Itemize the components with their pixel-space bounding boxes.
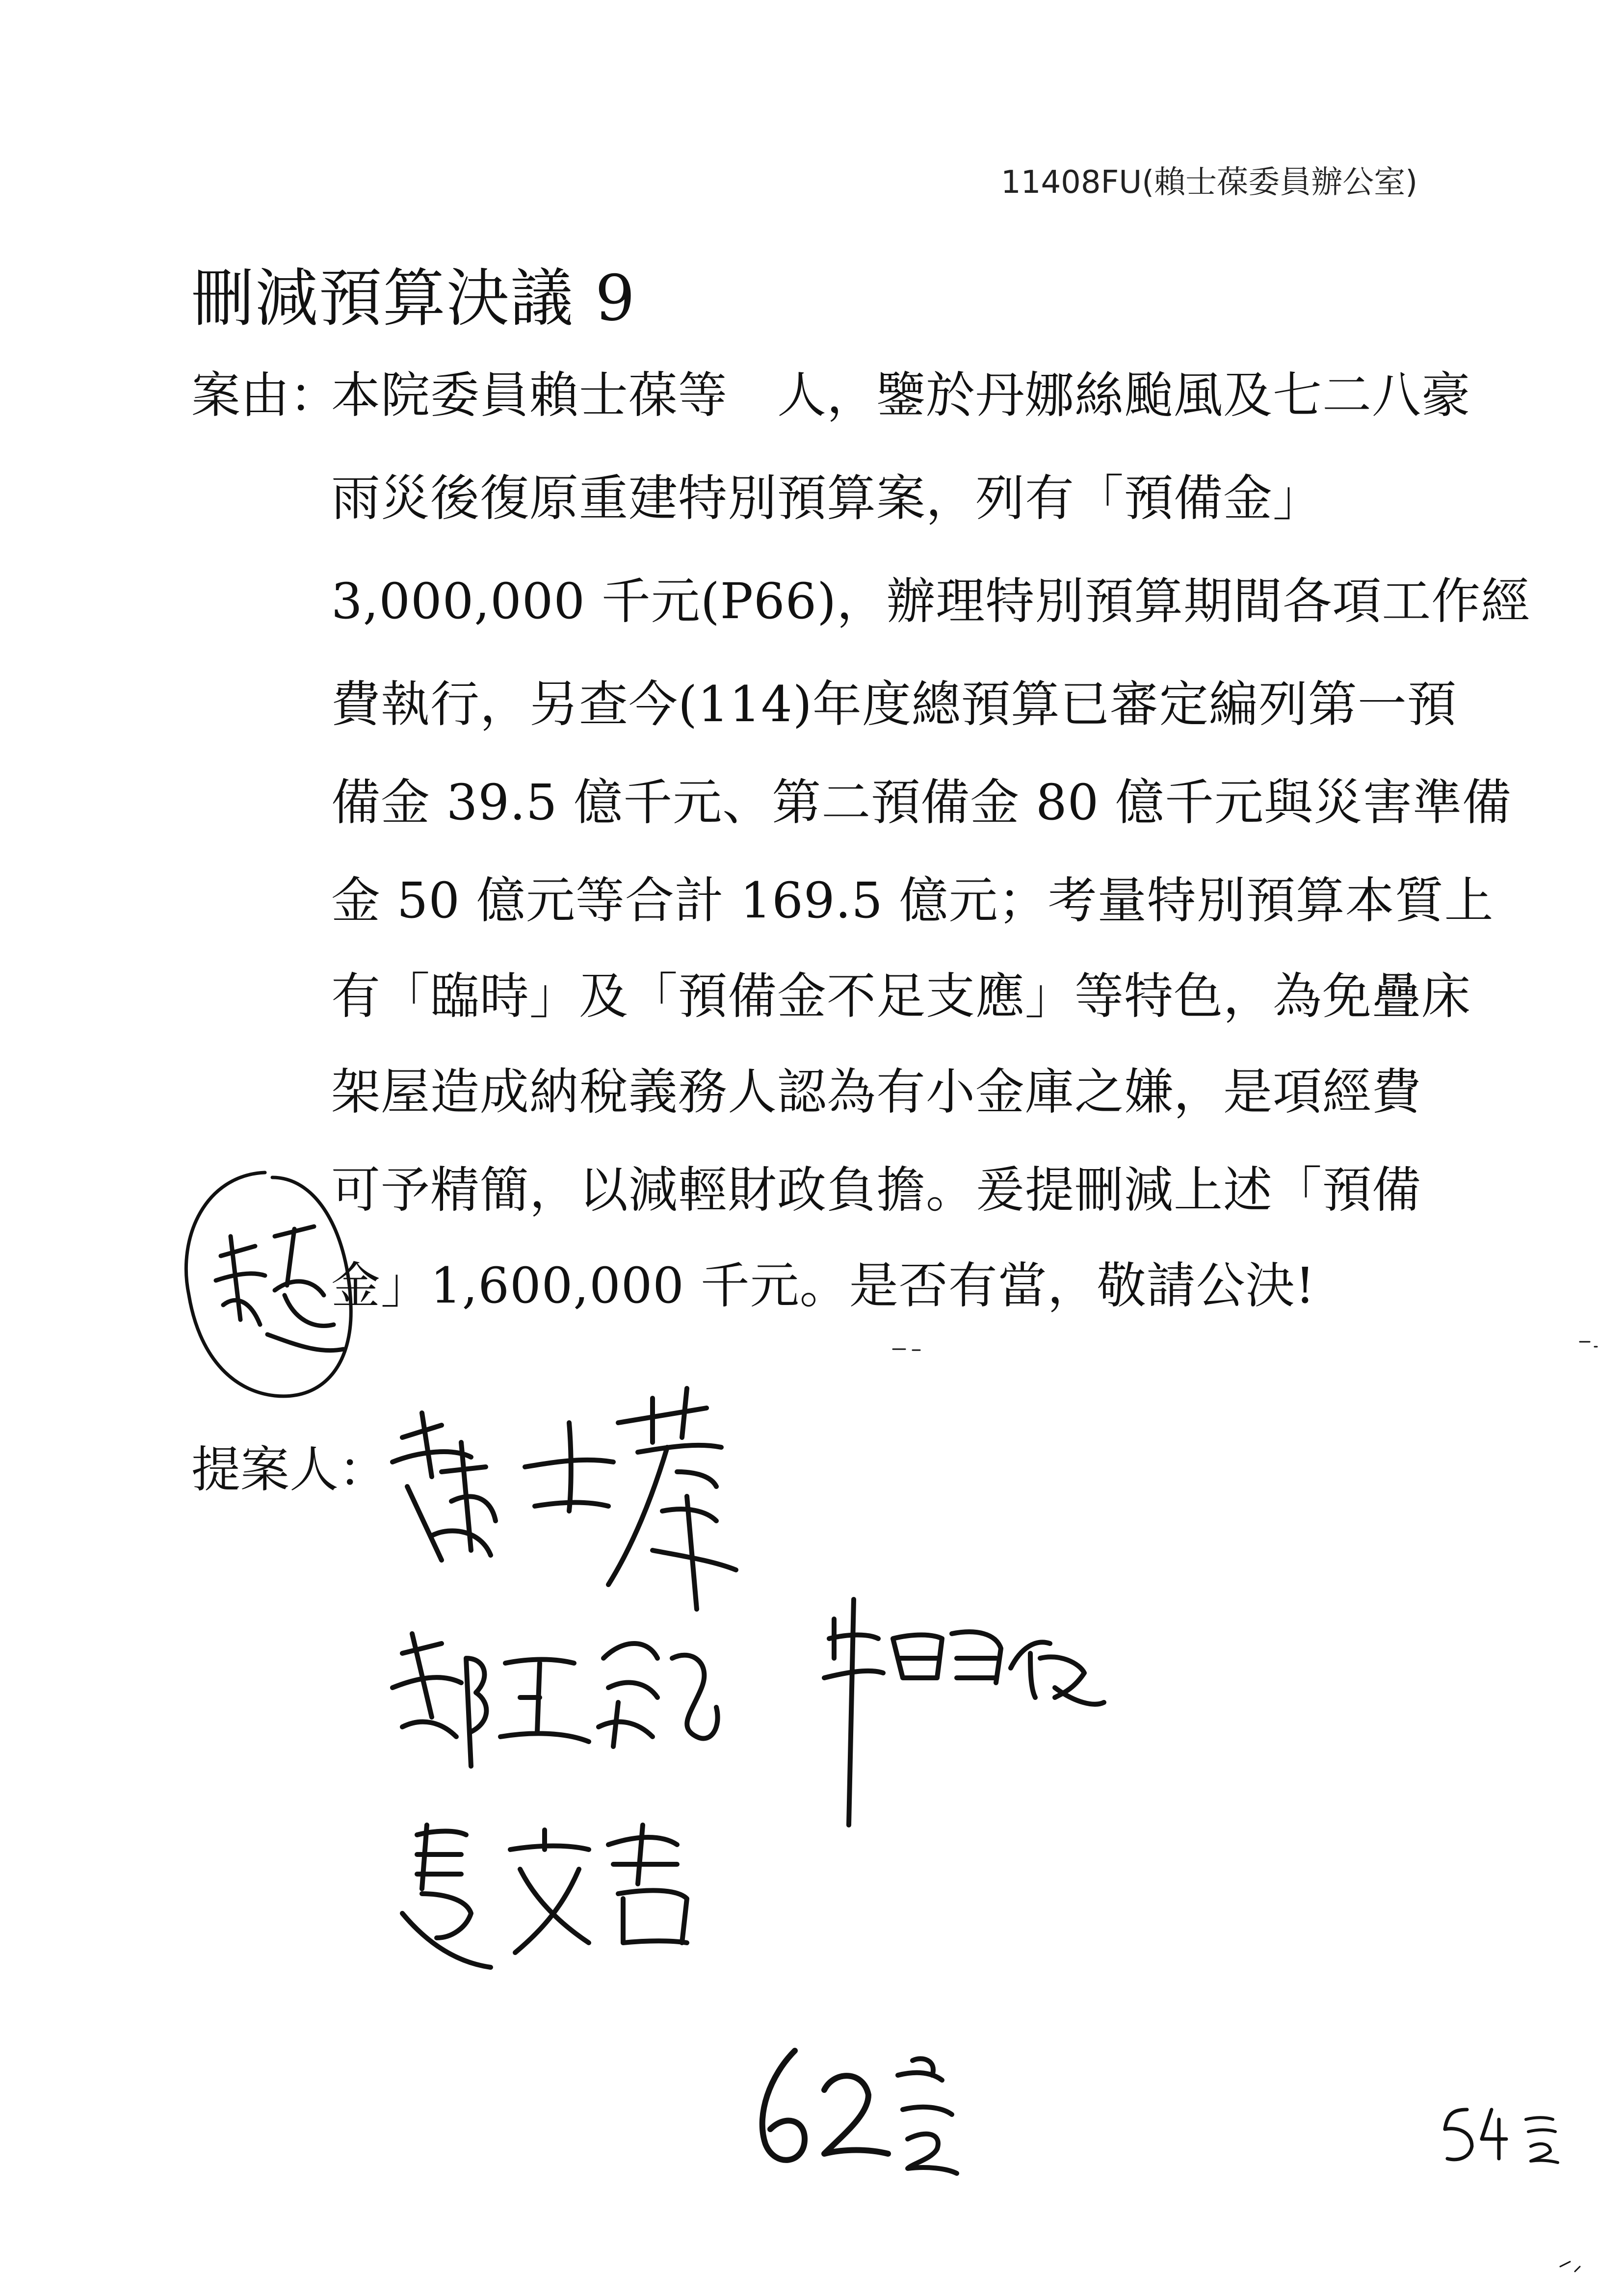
- scan-marks: [893, 1342, 1597, 2271]
- case-label: 案由：: [191, 366, 339, 424]
- signature-ma-wen-chun: [402, 1825, 687, 1967]
- case-line: 3,000,000 千元(P66)，辦理特別預算期間各項工作經: [331, 573, 1531, 630]
- case-line: 可予精簡，以減輕財政負擔。爰提刪減上述「預備: [331, 1161, 1421, 1219]
- signature-cheng-cheng-chien: [393, 1634, 718, 1766]
- case-line: 有「臨時」及「預備金不足支應」等特色，為免疊床: [331, 967, 1471, 1025]
- case-line: 本院委員賴士葆等 人，鑒於丹娜絲颱風及七二八豪: [331, 366, 1471, 424]
- secondary-page-number-handwritten: [1445, 2110, 1558, 2163]
- page-number-handwritten: [762, 2051, 957, 2173]
- case-line: 雨災後復原重建特別預算案，列有「預備金」: [331, 470, 1322, 527]
- case-line: 金 50 億元等合計 169.5 億元；考量特別預算本質上: [331, 872, 1494, 929]
- office-code: 11408FU(賴士葆委員辦公室): [1001, 164, 1418, 201]
- signature-lai-shih-pao: [393, 1388, 736, 1609]
- case-line: 費執行，另查今(114)年度總預算已審定編列第一預: [331, 676, 1457, 733]
- signature-niu-hsu-ting: [824, 1599, 1104, 1825]
- document-title: 刪減預算決議 9: [191, 262, 636, 335]
- case-line: 金」1,600,000 千元。是否有當，敬請公決!: [331, 1257, 1315, 1314]
- seal-stamp: [186, 1173, 351, 1396]
- case-line: 架屋造成納稅義務人認為有小金庫之嫌，是項經費: [331, 1063, 1421, 1121]
- case-line: 備金 39.5 億千元、第二預備金 80 億千元與災害準備: [331, 774, 1512, 831]
- proposer-label: 提案人：: [191, 1441, 388, 1498]
